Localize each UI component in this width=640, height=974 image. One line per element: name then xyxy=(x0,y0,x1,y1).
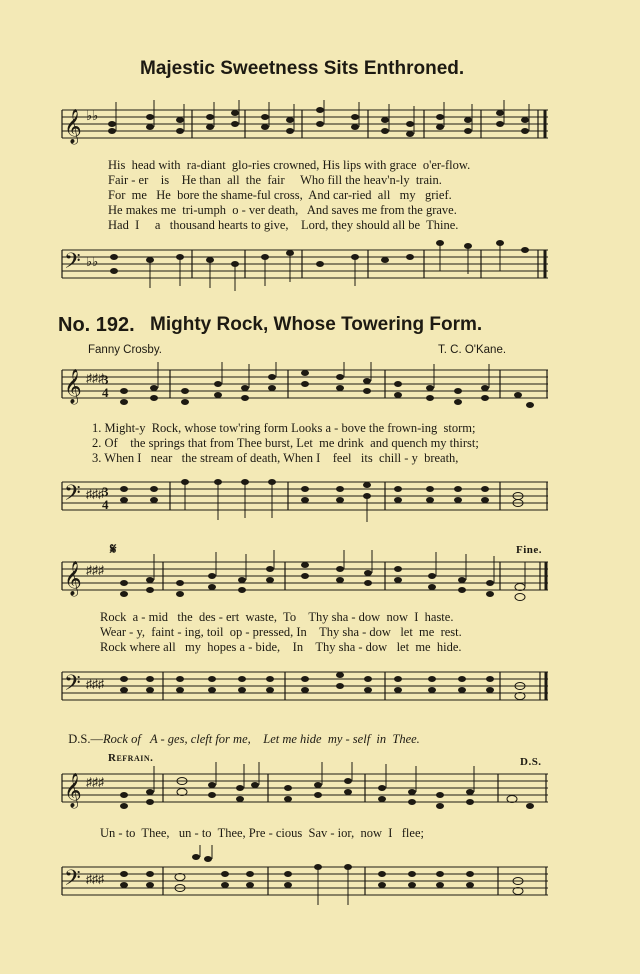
verse-line: Fair - er is He than all the fair Who fill the heav'n-ly train. xyxy=(108,173,442,187)
verse-line: 3. When I near the stream of death, When I feel its chill - y breath, xyxy=(92,451,459,465)
svg-text:𝄞: 𝄞 xyxy=(64,370,82,403)
verse-line: Rock a - mid the des - ert waste, To Thy sha - dow now I haste. xyxy=(100,610,454,624)
bass-staff xyxy=(0,470,640,528)
svg-text:4: 4 xyxy=(102,497,109,512)
ds-text: Rock of A - ges, cleft for me, Let me hide my - self in Thee. xyxy=(102,732,420,746)
refrain-label: Refrain. xyxy=(108,752,154,764)
treble-staff xyxy=(0,100,640,148)
bass-staff xyxy=(0,660,640,710)
treble-staff xyxy=(0,362,640,416)
verse-line: Rock where all my hopes a - bide, In Thy sha - dow let me hide. xyxy=(100,640,462,654)
ds-line xyxy=(62,717,420,747)
svg-text:♭♭: ♭♭ xyxy=(86,254,99,269)
verse-line: Had I a thousand hearts to give, Lord, they should all be Thine. xyxy=(108,218,459,232)
svg-text:𝄞: 𝄞 xyxy=(64,110,82,143)
verse-line: His head with ra-diant glo-ries crowned, His lips with grace o'er-flow. xyxy=(108,158,471,172)
verse-line: For me He bore the shame-ful cross, And car-ried all my grief. xyxy=(108,188,452,202)
svg-text:𝄢: 𝄢 xyxy=(64,481,81,510)
svg-text:3: 3 xyxy=(102,484,109,499)
author-credit: Fanny Crosby. xyxy=(88,344,162,356)
fine-label: Fine. xyxy=(516,544,543,556)
svg-text:𝄢: 𝄢 xyxy=(64,249,81,278)
svg-text:♯♯♯: ♯♯♯ xyxy=(86,487,104,501)
bass-staff xyxy=(0,236,640,296)
svg-text:𝄞: 𝄞 xyxy=(64,774,82,807)
svg-text:♯♯♯: ♯♯♯ xyxy=(86,563,104,577)
svg-text:𝄞: 𝄞 xyxy=(64,562,82,595)
svg-text:𝄢: 𝄢 xyxy=(64,866,81,895)
verse-line: He makes me tri-umph o - ver death, And saves me from the grave. xyxy=(108,203,457,217)
hymn-number: No. 192. xyxy=(58,314,135,336)
svg-text:4: 4 xyxy=(102,385,109,400)
segno-sign: 𝄋 xyxy=(110,542,117,558)
verse-line: 2. Of the springs that from Thee burst, Let me drink and quench my thirst; xyxy=(92,436,479,450)
svg-text:3: 3 xyxy=(102,372,109,387)
treble-staff xyxy=(0,762,640,820)
svg-text:♯♯♯: ♯♯♯ xyxy=(86,872,104,886)
svg-text:♯♯♯: ♯♯♯ xyxy=(86,371,104,385)
verse-line: 1. Might-y Rock, whose tow'ring form Looks a - bove the frown-ing storm; xyxy=(92,421,476,435)
ds-label: D.S. xyxy=(520,756,542,768)
hymn-title: Mighty Rock, Whose Towering Form. xyxy=(150,314,483,335)
svg-text:♭♭: ♭♭ xyxy=(86,108,99,123)
ds-prefix: D.S.— xyxy=(68,732,103,746)
refrain-line: Un - to Thee, un - to Thee, Pre - cious Sav - ior, now I flee; xyxy=(100,826,424,840)
bass-staff xyxy=(0,845,640,915)
verse-line: Wear - y, faint - ing, toil op - pressed, In Thy sha - dow let me rest. xyxy=(100,625,462,639)
svg-text:♯♯♯: ♯♯♯ xyxy=(86,677,104,691)
svg-text:♯♯♯: ♯♯♯ xyxy=(86,775,104,789)
treble-staff xyxy=(0,548,640,608)
hymn-title: Majestic Sweetness Sits Enthroned. xyxy=(140,58,465,79)
svg-text:𝄢: 𝄢 xyxy=(64,671,81,700)
composer-credit: T. C. O'Kane. xyxy=(438,344,507,356)
